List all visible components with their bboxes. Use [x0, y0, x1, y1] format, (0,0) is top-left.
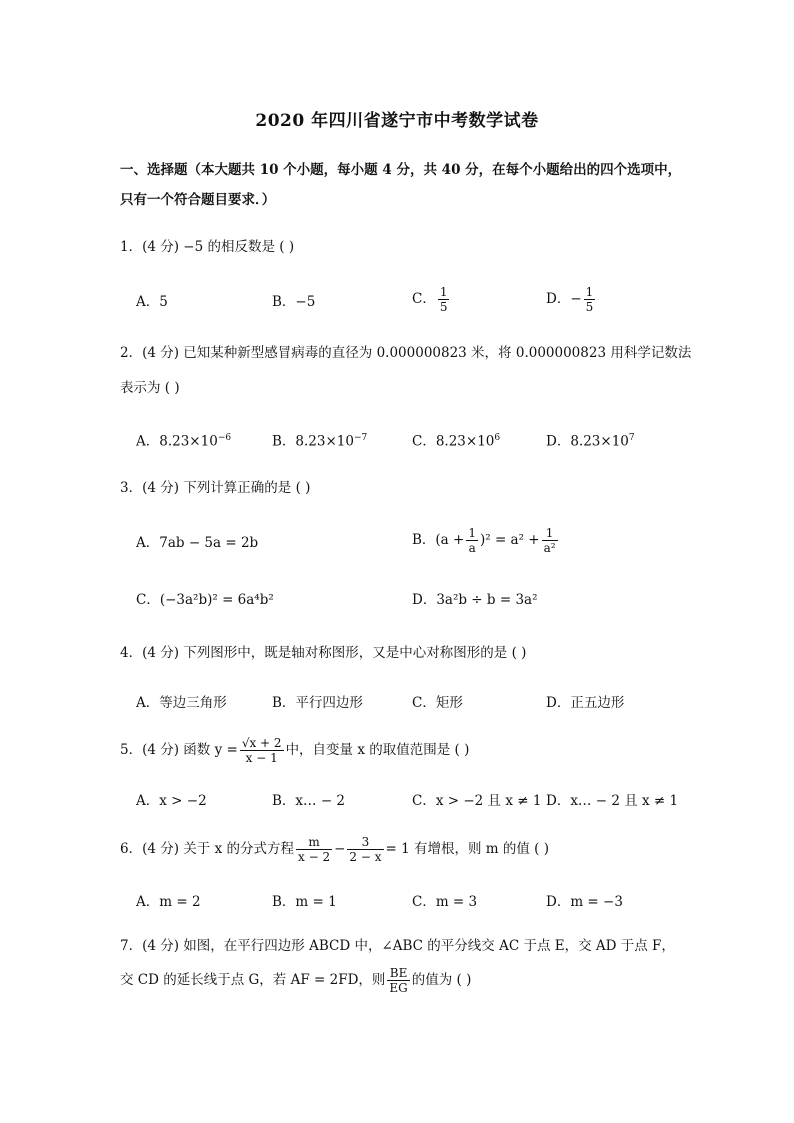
- q4-option-c: C．矩形: [412, 695, 463, 711]
- q4-option-a: A．等边三角形: [136, 695, 227, 711]
- question-7-stem-line2: 交 CD 的延长线于点 G，若 AF = 2FD，则 $\frac{BE}{EG}$ 的值为 ( ): [120, 966, 472, 995]
- fraction: $\frac{√x + 2}{x - 1}$: [241, 736, 282, 765]
- question-2-stem-line2: 表示为 ( ): [120, 380, 180, 396]
- q6-option-c: C．m = 3: [412, 894, 478, 910]
- fraction: $\frac{BE}{EG}$: [389, 966, 408, 995]
- q2-option-b: B．$8.23\times 10^{-7}$: [272, 433, 368, 450]
- question-4-stem: 4．(4 分) 下列图形中，既是轴对称图形，又是中心对称图形的是 ( ): [120, 645, 527, 661]
- q3-option-c: C．(−3a²b)² = 6a⁴b²: [136, 592, 274, 608]
- q5-option-d: D．x… − 2 且 x ≠ 1: [546, 793, 679, 809]
- q6-option-a: A．m = 2: [136, 894, 201, 910]
- page-title: 2020 年四川省遂宁市中考数学试卷: [255, 111, 539, 131]
- q4-option-b: B．平行四边形: [272, 695, 363, 711]
- question-6-stem: 6．(4 分) 关于 x 的分式方程 $\frac{m}{x - 2}$ − $\frac{3}{2 - x}$ = 1 有增根，则 m 的值 ( ): [120, 835, 549, 864]
- q5-option-b: B．x… − 2: [272, 793, 346, 809]
- q1-option-d: D．− $\frac{1}{5}$: [546, 285, 594, 314]
- fraction: $\frac{m}{x - 2}$: [298, 835, 331, 864]
- q1-option-c: C． $\frac{1}{5}$: [412, 285, 448, 314]
- q1-option-a: A．5: [136, 294, 168, 310]
- q6-option-d: D．m = −3: [546, 894, 623, 910]
- fraction: $\frac{1}{5}$: [585, 285, 594, 314]
- question-3-stem: 3．(4 分) 下列计算正确的是 ( ): [120, 480, 311, 496]
- q4-option-d: D．正五边形: [546, 695, 625, 711]
- q3-option-d: D．3a²b ÷ b = 3a²: [412, 592, 538, 608]
- q2-option-c: C．$8.23\times 10^6$: [412, 433, 501, 450]
- q5-option-c: C．x > −2 且 x ≠ 1: [412, 793, 542, 809]
- q3-option-b: B．(a + $\frac{1}{a}$ )² = a² + $\frac{1}{\text{a²}}$: [412, 526, 556, 555]
- question-2-stem-line1: 2．(4 分) 已知某种新型感冒病毒的直径为 0.000000823 米，将 0.000000823 用科学记数法: [120, 345, 692, 361]
- q2-option-a: A．$8.23\times 10^{-6}$: [136, 433, 232, 450]
- question-5-stem: 5．(4 分) 函数 y = $\frac{√x + 2}{x - 1}$ 中，自变量 x 的取值范围是 ( ): [120, 736, 470, 765]
- q3-option-a: A．7ab − 5a = 2b: [136, 535, 259, 551]
- q6-option-b: B．m = 1: [272, 894, 337, 910]
- q5-option-a: A．x > −2: [136, 793, 207, 809]
- fraction: $\frac{1}{a}$: [468, 526, 476, 555]
- fraction: $\frac{3}{2 - x}$: [349, 835, 382, 864]
- section-heading-line2: 只有一个符合题目要求．）: [120, 192, 276, 208]
- fraction: $\frac{1}{\text{a²}}$: [543, 526, 556, 555]
- question-7-stem-line1: 7．(4 分) 如图，在平行四边形 ABCD 中，∠ABC 的平分线交 AC 于点 E，交 AD 于点 F，: [120, 938, 675, 954]
- question-1-stem: 1．(4 分) −5 的相反数是 ( ): [120, 239, 295, 255]
- section-heading-line1: 一、选择题（本大题共 10 个小题，每小题 4 分，共 40 分，在每个小题给出的四个选项中，: [120, 162, 682, 178]
- q2-option-d: D．$8.23\times 10^7$: [546, 433, 635, 450]
- fraction: $\frac{1}{5}$: [439, 285, 448, 314]
- q1-option-b: B．−5: [272, 294, 316, 310]
